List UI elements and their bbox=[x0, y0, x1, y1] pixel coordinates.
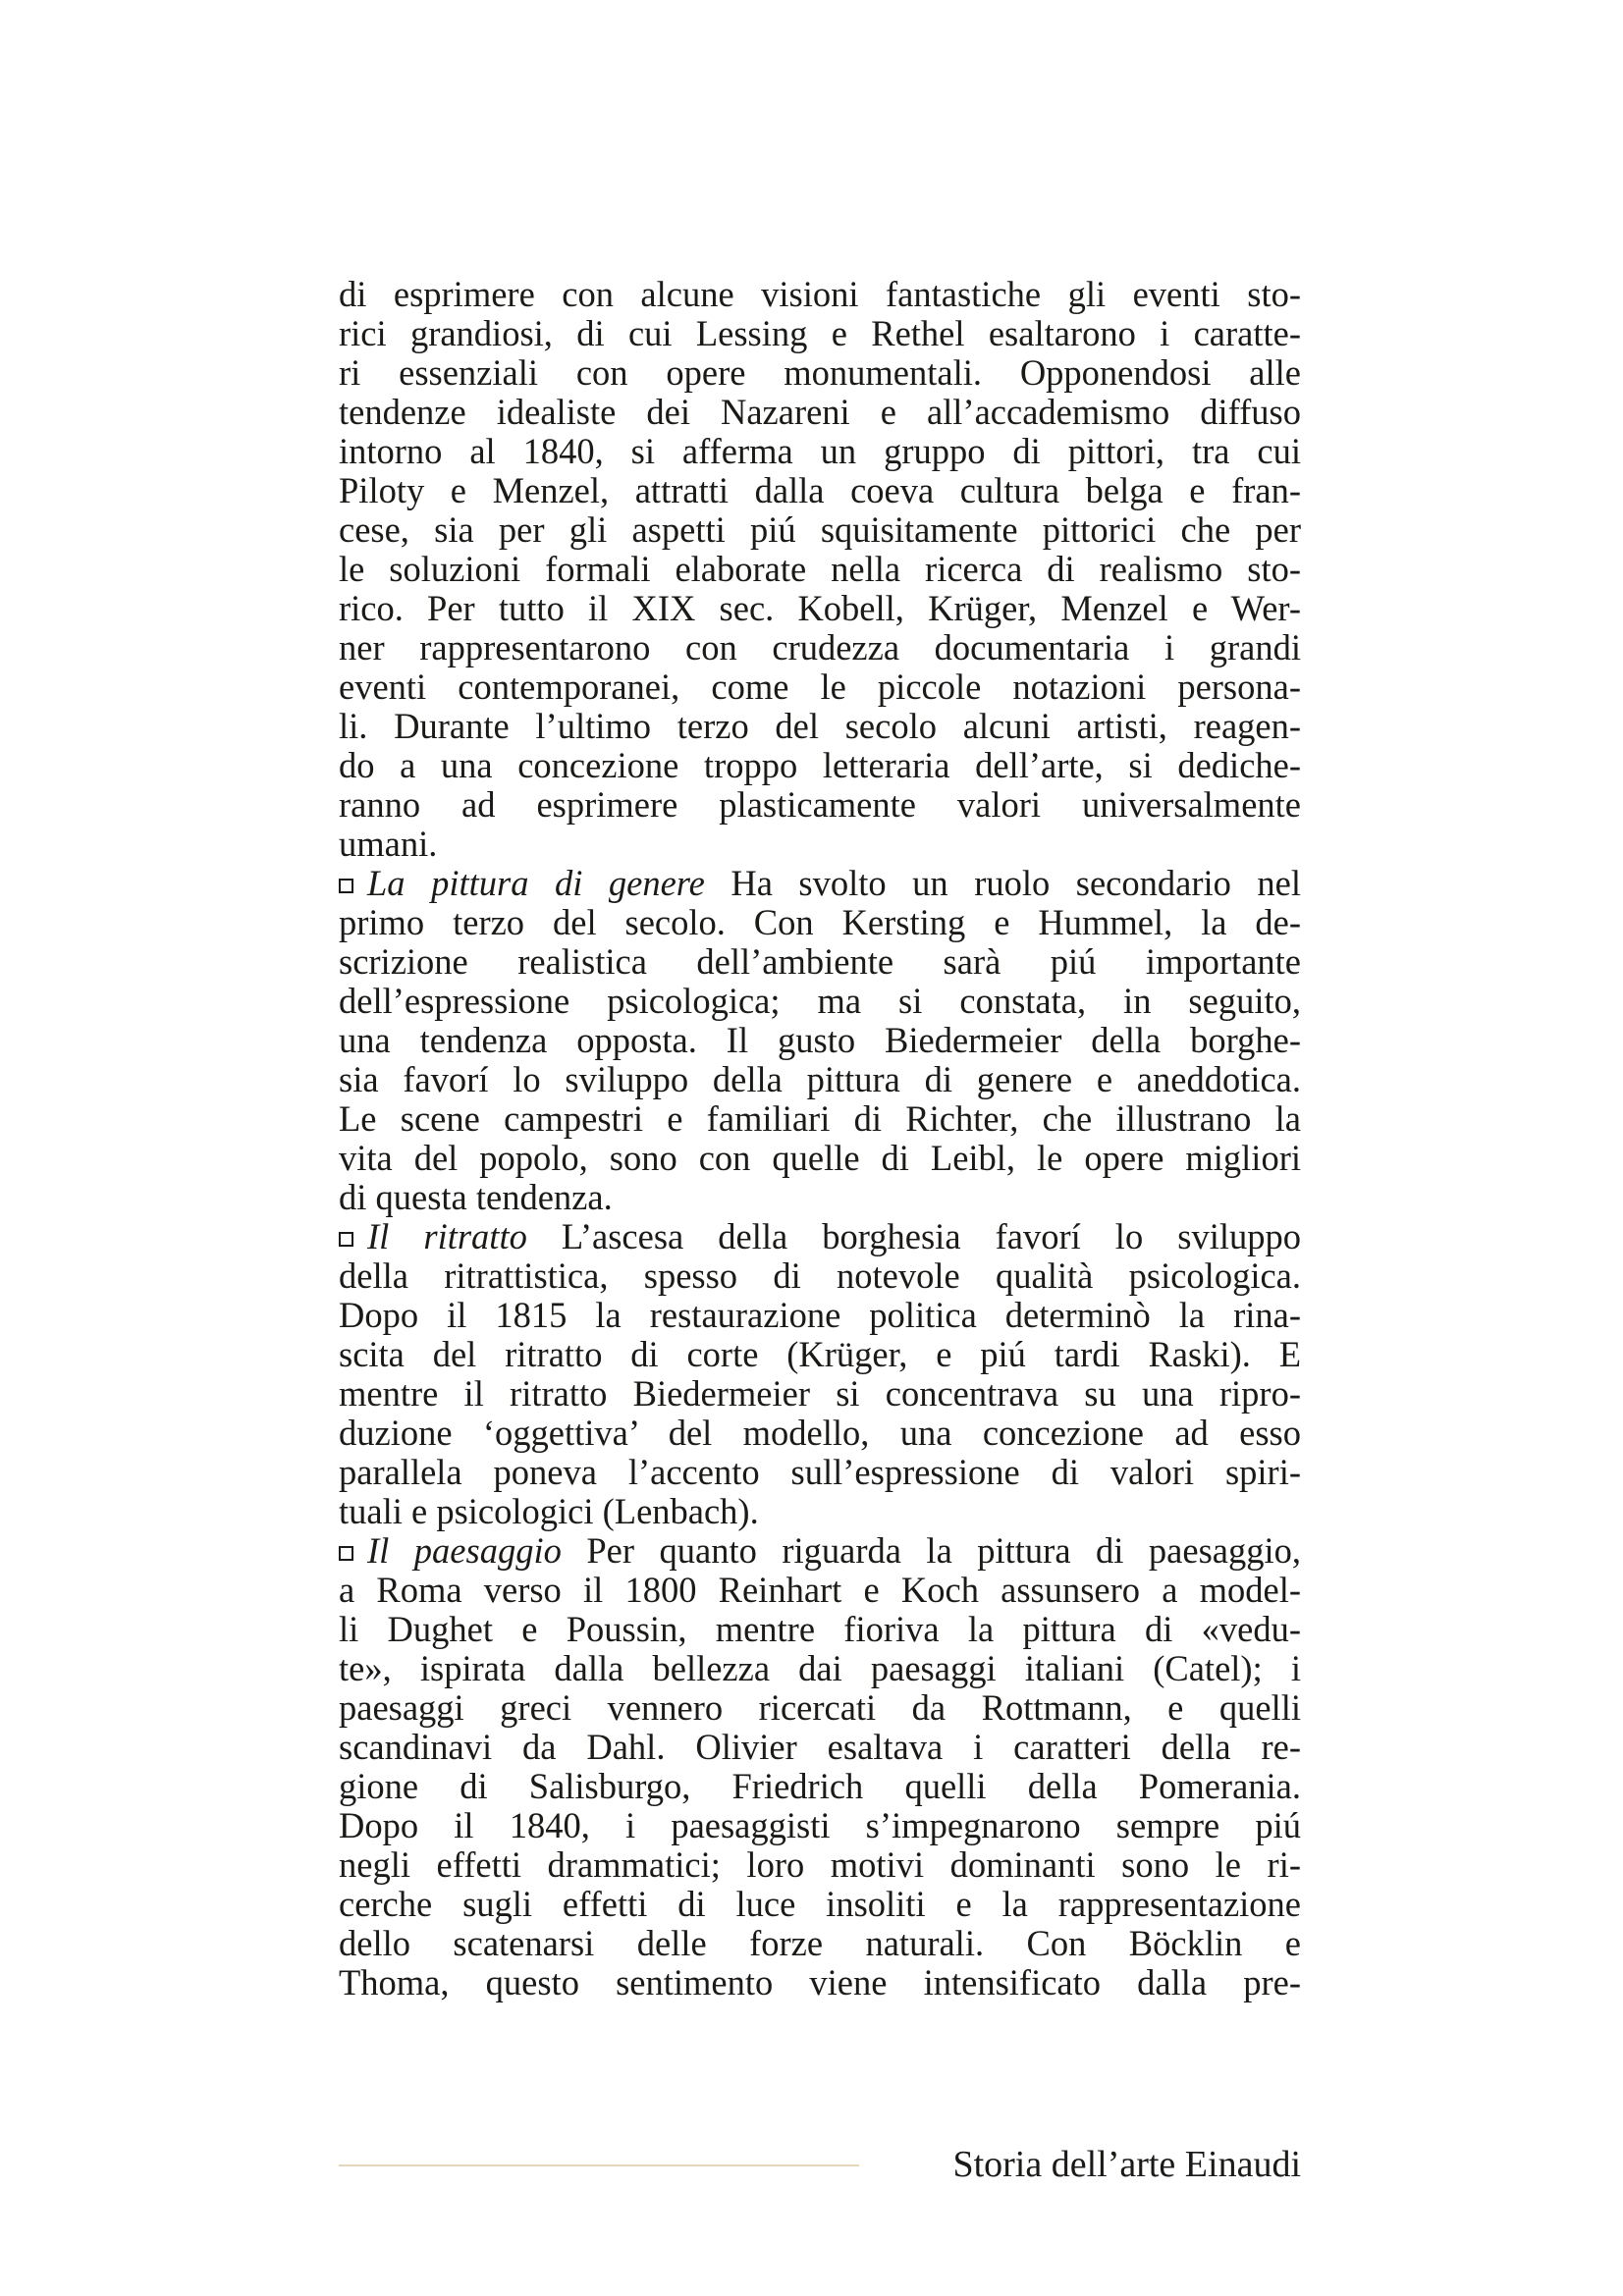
text-line: ner rappresentarono con crudezza documentaria i grandi bbox=[339, 627, 1301, 667]
text-line: rico. Per tutto il XIX sec. Kobell, Krüger, Menzel e Wer- bbox=[339, 588, 1301, 628]
text-line: paesaggi greci vennero ricercati da Rottmann, e quelli bbox=[339, 1687, 1301, 1728]
text-line: ranno ad esprimere plasticamente valori universalmente bbox=[339, 784, 1301, 825]
text-line: negli effetti drammatici; loro motivi dominanti sono le ri- bbox=[339, 1844, 1301, 1885]
footer-title: Storia dell’arte Einaudi bbox=[952, 2144, 1301, 2185]
text-line: Dopo il 1840, i paesaggisti s’impegnarono sempre piú bbox=[339, 1805, 1301, 1845]
text-line: mentre il ritratto Biedermeier si concentrava su una ripro- bbox=[339, 1373, 1301, 1414]
text-line: ri essenziali con opere monumentali. Opponendosi alle bbox=[339, 352, 1301, 393]
text-line: gione di Salisburgo, Friedrich quelli della Pomerania. bbox=[339, 1766, 1301, 1806]
text-line: rici grandiosi, di cui Lessing e Rethel esaltarono i caratte- bbox=[339, 313, 1301, 353]
text-line: intorno al 1840, si afferma un gruppo di pittori, tra cui bbox=[339, 431, 1301, 471]
text-line: scandinavi da Dahl. Olivier esaltava i caratteri della re- bbox=[339, 1727, 1301, 1767]
text-line: Thoma, questo sentimento viene intensificato dalla pre- bbox=[339, 1962, 1301, 2002]
text-line: Dopo il 1815 la restaurazione politica determinò la rina- bbox=[339, 1295, 1301, 1335]
text-line: tendenze idealiste dei Nazareni e all’accademismo diffuso bbox=[339, 392, 1301, 432]
text-line: do a una concezione troppo letteraria dell’arte, si dediche- bbox=[339, 745, 1301, 785]
text-line: dello scatenarsi delle forze naturali. Con Böcklin e bbox=[339, 1923, 1301, 1963]
section-heading-line bbox=[339, 1531, 1301, 1571]
text-line: vita del popolo, sono con quelle di Leibl, le opere migliori bbox=[339, 1138, 1301, 1178]
text-line: Le scene campestri e familiari di Richter, che illustrano la bbox=[339, 1098, 1301, 1139]
text-line: li Dughet e Poussin, mentre fioriva la pittura di «vedu- bbox=[339, 1609, 1301, 1649]
text-line: li. Durante l’ultimo terzo del secolo alcuni artisti, reagen- bbox=[339, 706, 1301, 746]
text-line: cerche sugli effetti di luce insoliti e la rappresentazione bbox=[339, 1884, 1301, 1924]
page-body bbox=[339, 275, 1301, 2002]
section-heading: Il ritratto bbox=[367, 1216, 527, 1256]
page-footer bbox=[339, 2143, 1301, 2192]
footer-rule bbox=[339, 2164, 859, 2166]
section-lead-text: Ha svolto un ruolo secondario nel bbox=[704, 863, 1301, 903]
text-line: di questa tendenza. bbox=[339, 1177, 613, 1217]
text-line: te», ispirata dalla bellezza dai paesaggi italiani (Catel); i bbox=[339, 1648, 1301, 1688]
text-line: sia favorí lo sviluppo della pittura di genere e aneddotica. bbox=[339, 1059, 1301, 1099]
square-bullet-icon bbox=[339, 1232, 353, 1247]
text-line: a Roma verso il 1800 Reinhart e Koch assunsero a model- bbox=[339, 1570, 1301, 1610]
section-heading-line bbox=[339, 1217, 1301, 1256]
section-lead-text: Per quanto riguarda la pittura di paesaggio, bbox=[561, 1530, 1301, 1571]
text-line: dell’espressione psicologica; ma si constata, in seguito, bbox=[339, 981, 1301, 1021]
text-line: scrizione realistica dell’ambiente sarà piú importante bbox=[339, 941, 1301, 982]
text-line: le soluzioni formali elaborate nella ricerca di realismo sto- bbox=[339, 549, 1301, 589]
text-line: tuali e psicologici (Lenbach). bbox=[339, 1491, 759, 1531]
text-line: duzione ‘oggettiva’ del modello, una concezione ad esso bbox=[339, 1413, 1301, 1453]
section-heading: Il paesaggio bbox=[367, 1530, 562, 1571]
text-line: umani. bbox=[339, 824, 438, 864]
text-line: parallela poneva l’accento sull’espressione di valori spiri- bbox=[339, 1452, 1301, 1492]
text-line: di esprimere con alcune visioni fantastiche gli eventi sto- bbox=[339, 274, 1301, 314]
square-bullet-icon bbox=[339, 879, 353, 893]
section-heading-line bbox=[339, 864, 1301, 903]
text-line: eventi contemporanei, come le piccole notazioni persona- bbox=[339, 667, 1301, 707]
text-line: Piloty e Menzel, attratti dalla coeva cultura belga e fran- bbox=[339, 470, 1301, 510]
text-line: una tendenza opposta. Il gusto Biedermeier della borghe- bbox=[339, 1020, 1301, 1060]
text-line: cese, sia per gli aspetti piú squisitamente pittorici che per bbox=[339, 509, 1301, 550]
text-line: primo terzo del secolo. Con Kersting e Hummel, la de- bbox=[339, 902, 1301, 942]
section-lead-text: L’ascesa della borghesia favorí lo sviluppo bbox=[526, 1216, 1301, 1256]
text-line: della ritrattistica, spesso di notevole qualità psicologica. bbox=[339, 1255, 1301, 1296]
square-bullet-icon bbox=[339, 1546, 353, 1561]
text-line: scita del ritratto di corte (Krüger, e piú tardi Raski). E bbox=[339, 1334, 1301, 1374]
section-heading: La pittura di genere bbox=[367, 863, 705, 903]
